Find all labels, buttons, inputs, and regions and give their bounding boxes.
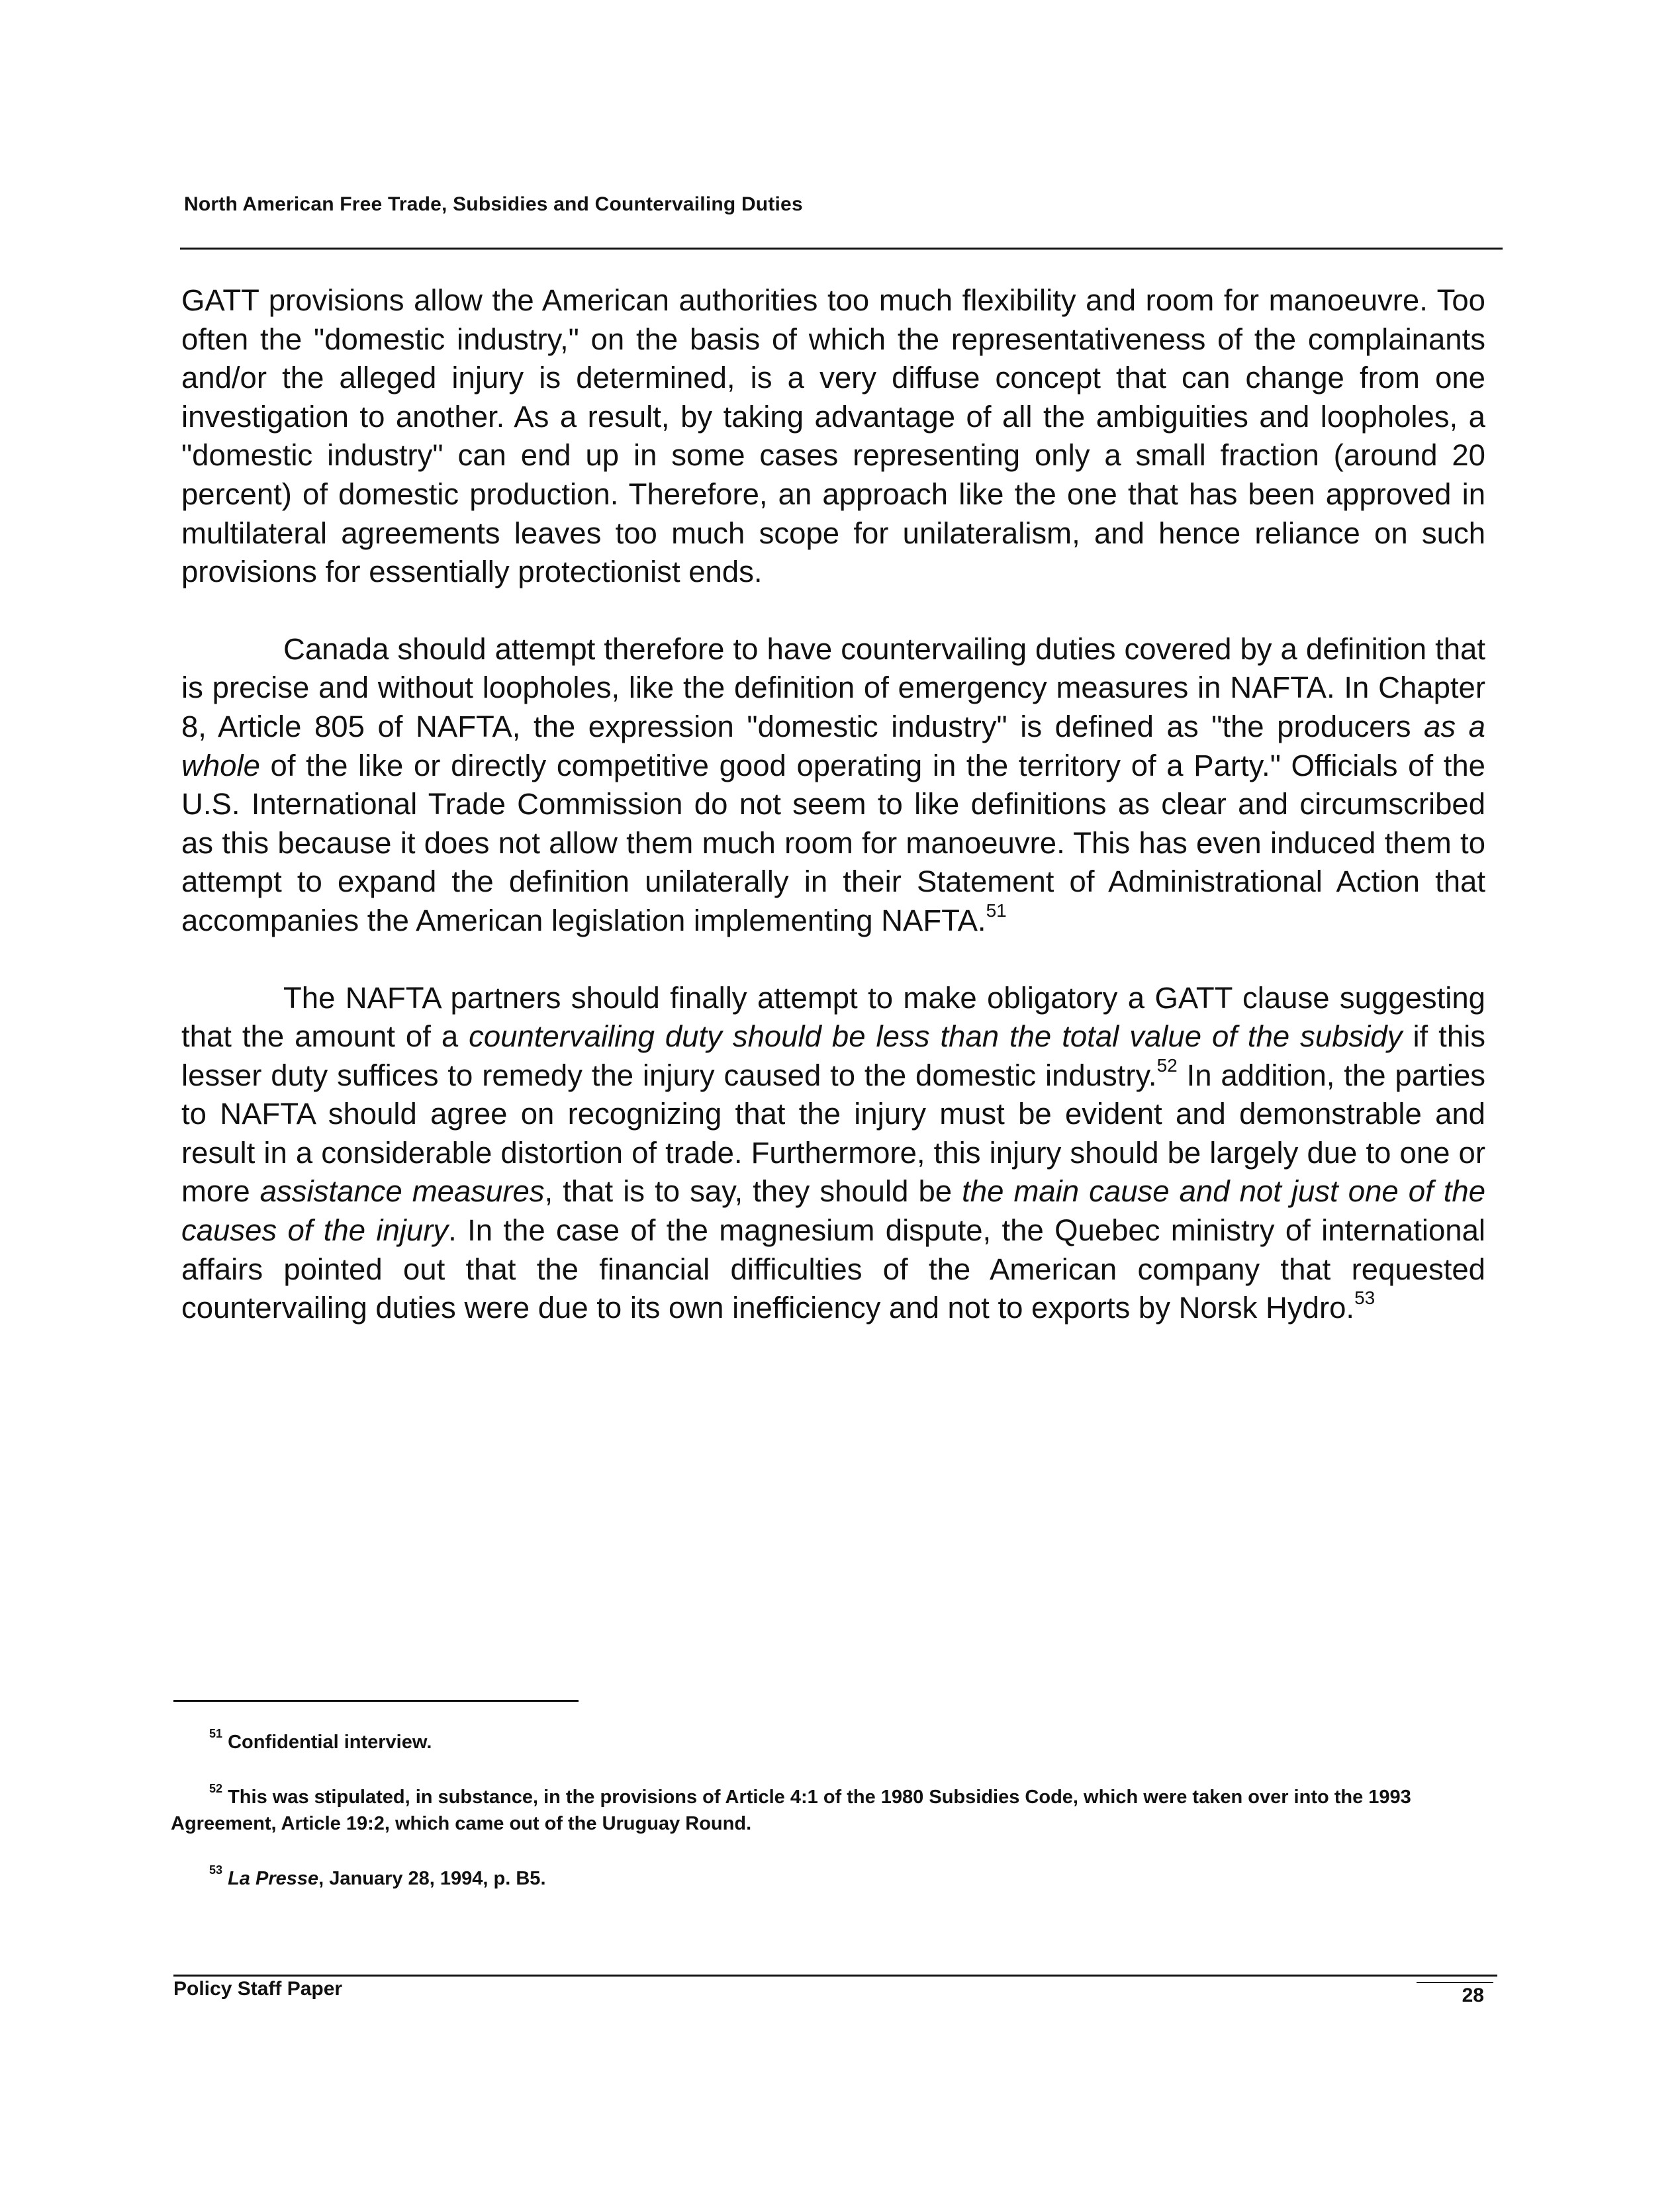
paragraph-1-text: GATT provisions allow the American authorities too much flexibility and room for manoeuvre. Too often the "domestic industry," on the basis of which the representativeness of the complainants and/or the alleged injury is determined, is a very diffuse concept that can change from one investigation to another. As a result, by taking advantage of all the ambiguities and loopholes, a "domestic industry" can end up in some cases representing only a small fraction (around 20 percent) of domestic production. Therefore, an approach like the one that has been approved in multilateral agreements leaves too much scope for unilateralism, and hence reliance on such provisions for essentially protectionist ends. xyxy=(181,283,1485,589)
footnote-source-title: La Presse xyxy=(228,1868,319,1889)
paragraph-2-text-a: Canada should attempt therefore to have countervailing duties covered by a definition that is precise and without loopholes, like the definition of emergency measures in NAFTA. In Chapter 8, Article 805 of NAFTA, the expression "domestic industry" is defined as "the producers xyxy=(181,631,1485,743)
footnote-51 xyxy=(171,1726,1468,1755)
running-header: North American Free Trade, Subsidies and Countervailing Duties xyxy=(184,193,803,215)
footnote-number: 52 xyxy=(209,1781,223,1795)
footnote-ref-52[interactable]: 52 xyxy=(1156,1054,1178,1076)
paragraph-3-emphasis-3: the main cause and not just one of the causes of the injury xyxy=(181,1174,1485,1248)
footnote-number: 53 xyxy=(209,1863,223,1877)
page-number-rule xyxy=(1417,1982,1493,1983)
footnote-ref-53[interactable]: 53 xyxy=(1354,1287,1376,1309)
footnote-ref-51[interactable]: 51 xyxy=(986,900,1007,921)
footnote-text: Confidential interview. xyxy=(228,1732,432,1753)
footnote-text: This was stipulated, in substance, in the provisions of Article 4:1 of the 1980 Subsidies Code, which were taken over into the 1993 Agreement, Article 19:2, which came out of the Uruguay Round. xyxy=(171,1787,1411,1834)
paragraph-2 xyxy=(181,630,1485,941)
page-number: 28 xyxy=(1462,1984,1484,2006)
body-text xyxy=(181,281,1485,1366)
paragraph-3-emphasis-1: countervailing duty should be less than the total value of the subsidy xyxy=(469,1019,1403,1054)
footnote-number: 51 xyxy=(209,1726,223,1740)
footnote-separator xyxy=(173,1700,579,1702)
footnote-52 xyxy=(171,1781,1468,1837)
footnote-text: , January 28, 1994, p. B5. xyxy=(318,1868,546,1889)
paragraph-3-text-b: if this lesser duty suffices to remedy the injury caused to the domestic industry. xyxy=(181,1019,1485,1092)
footer-series: Policy Staff Paper xyxy=(173,1978,343,2000)
footnotes xyxy=(171,1726,1468,1920)
paragraph-1 xyxy=(181,281,1485,592)
paragraph-3-text-a: The NAFTA partners should finally attempt to make obligatory a GATT clause suggesting that the amount of a xyxy=(181,980,1485,1054)
paragraph-3 xyxy=(181,979,1485,1328)
paragraph-2-emphasis: as a whole xyxy=(181,709,1485,782)
footnote-53 xyxy=(171,1865,1468,1892)
paragraph-3-emphasis-2: assistance measures xyxy=(259,1174,545,1209)
paragraph-2-text-b: of the like or directly competitive good operating in the territory of a Party." Officials of the U.S. International Trade Commission do not seem to like definitions as clear and circumscribed as this because it does not allow them much room for manoeuvre. This has even induced them to attempt to expand the definition unilaterally in their Statement of Administrational Action that accompanies the American legislation implementing NAFTA. xyxy=(181,748,1485,937)
paragraph-3-text-c: In addition, the parties to NAFTA should agree on recognizing that the injury must be evident and demonstrable and result in a considerable distortion of trade. Furthermore, this injury should be largely due to one or more xyxy=(181,1058,1485,1209)
header-rule xyxy=(180,248,1503,250)
footer-rule xyxy=(173,1975,1497,1977)
paragraph-3-text-e: . In the case of the magnesium dispute, the Quebec ministry of international affairs pointed out that the financial difficulties of the American company that requested countervailing duties were due to its own inefficiency and not to exports by Norsk Hydro. xyxy=(181,1213,1486,1325)
paragraph-3-text-d: , that is to say, they should be xyxy=(544,1174,962,1209)
